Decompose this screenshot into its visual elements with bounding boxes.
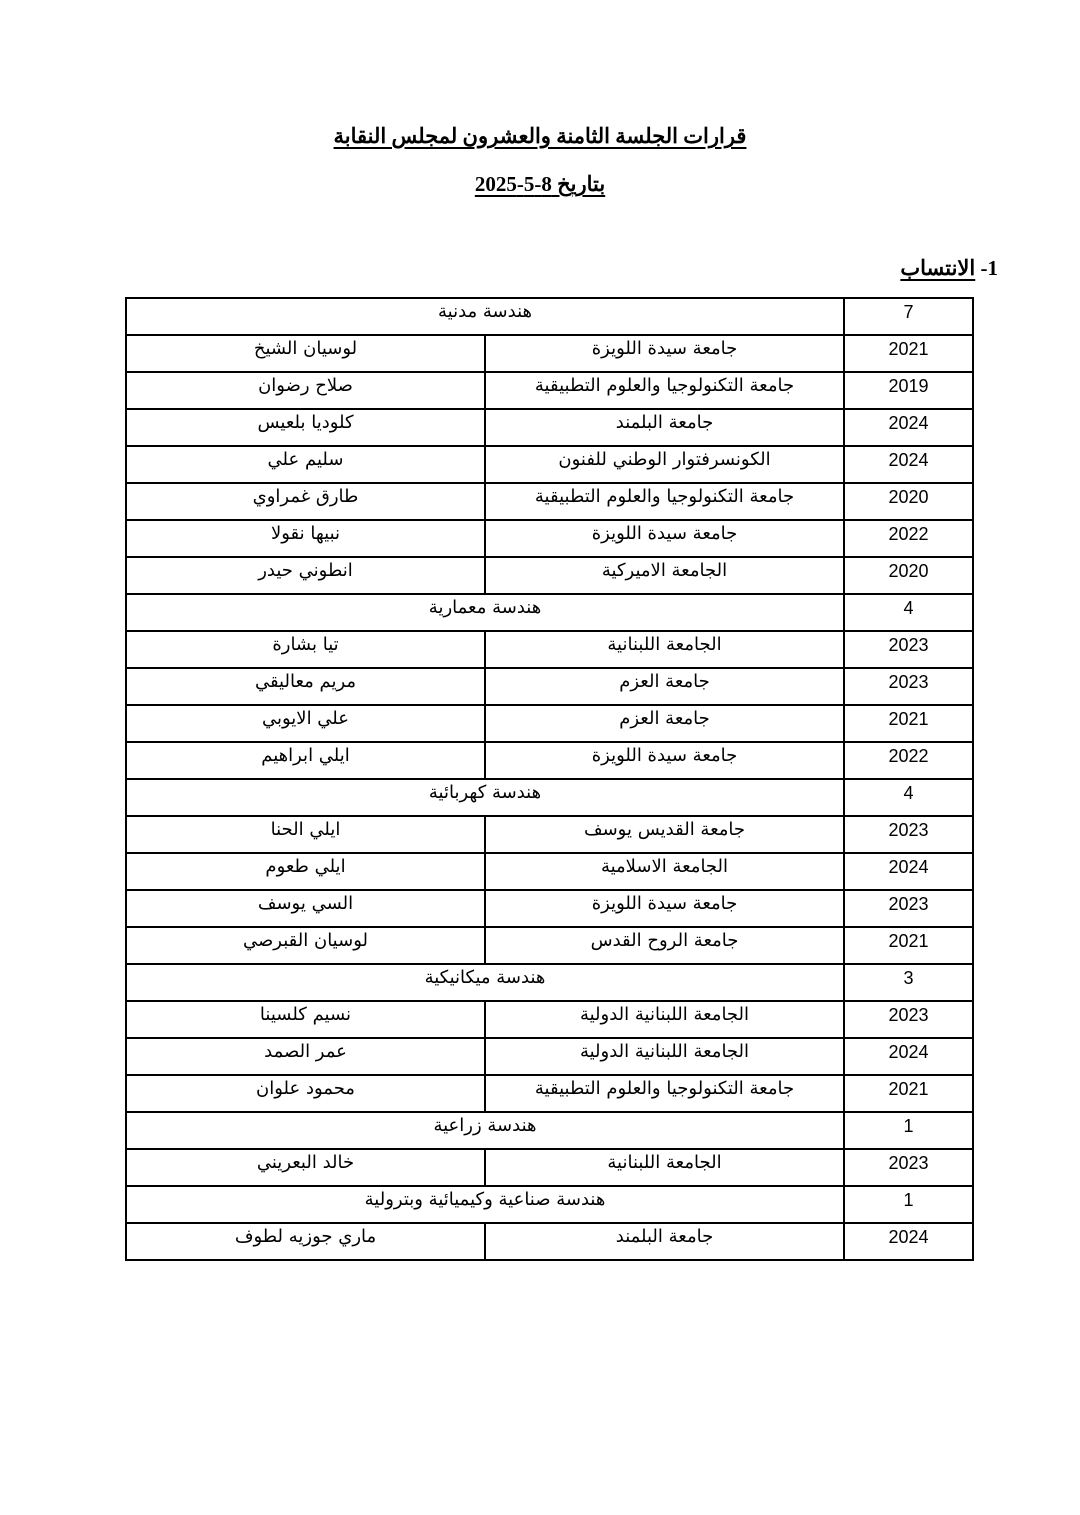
member-university: جامعة العزم [485,668,844,705]
member-university: جامعة البلمند [485,409,844,446]
department-count: 4 [844,779,973,816]
member-university: جامعة البلمند [485,1223,844,1260]
member-graduation-year: 2023 [844,816,973,853]
member-name: عمر الصمد [126,1038,485,1075]
member-graduation-year: 2022 [844,742,973,779]
member-university: جامعة سيدة اللويزة [485,742,844,779]
member-name: سليم علي [126,446,485,483]
department-count: 3 [844,964,973,1001]
department-name: هندسة ميكانيكية [126,964,844,1001]
document-title: قرارات الجلسة الثامنة والعشرون لمجلس النقابة [333,124,747,148]
member-name: انطوني حيدر [126,557,485,594]
member-name: ايلي ابراهيم [126,742,485,779]
department-name: هندسة معمارية [126,594,844,631]
member-graduation-year: 2020 [844,557,973,594]
member-university: الجامعة اللبنانية [485,1149,844,1186]
member-graduation-year: 2019 [844,372,973,409]
department-header-row [126,964,973,1001]
member-name: علي الايوبي [126,705,485,742]
member-graduation-year: 2021 [844,1075,973,1112]
member-graduation-year: 2024 [844,1223,973,1260]
member-name: لوسيان القبرصي [126,927,485,964]
member-name: محمود علوان [126,1075,485,1112]
table-row [126,890,973,927]
member-university: جامعة التكنولوجيا والعلوم التطبيقية [485,1075,844,1112]
department-count: 4 [844,594,973,631]
member-graduation-year: 2023 [844,890,973,927]
member-university: الجامعة اللبنانية [485,631,844,668]
member-university: الجامعة الاسلامية [485,853,844,890]
member-name: ايلي طعوم [126,853,485,890]
table-row [126,1223,973,1260]
table-row [126,1038,973,1075]
member-graduation-year: 2024 [844,1038,973,1075]
member-university: جامعة القديس يوسف [485,816,844,853]
document-date: بتاريخ 8-5-2025 [474,172,606,196]
department-count: 1 [844,1112,973,1149]
table-row [126,853,973,890]
department-header-row [126,1112,973,1149]
member-graduation-year: 2021 [844,927,973,964]
member-university: جامعة التكنولوجيا والعلوم التطبيقية [485,372,844,409]
member-graduation-year: 2020 [844,483,973,520]
department-count: 1 [844,1186,973,1223]
member-university: الجامعة اللبنانية الدولية [485,1001,844,1038]
member-university: جامعة الروح القدس [485,927,844,964]
member-name: ماري جوزيه لطوف [126,1223,485,1260]
member-university: جامعة سيدة اللويزة [485,890,844,927]
department-name: هندسة صناعية وكيميائية وبترولية [126,1186,844,1223]
department-name: هندسة مدنية [126,298,844,335]
table-row [126,520,973,557]
table-row [126,631,973,668]
table-row [126,1149,973,1186]
table-row [126,446,973,483]
member-university: الكونسرفتوار الوطني للفنون [485,446,844,483]
section-number: 1- [980,256,998,280]
member-name: نبيها نقولا [126,520,485,557]
table-row [126,816,973,853]
member-university: الجامعة الاميركية [485,557,844,594]
table-row [126,668,973,705]
member-university: الجامعة اللبنانية الدولية [485,1038,844,1075]
department-name: هندسة زراعية [126,1112,844,1149]
department-header-row [126,1186,973,1223]
section-label: الانتساب [900,256,976,280]
member-graduation-year: 2024 [844,853,973,890]
member-name: صلاح رضوان [126,372,485,409]
department-header-row [126,594,973,631]
member-university: جامعة سيدة اللويزة [485,335,844,372]
department-header-row [126,779,973,816]
member-graduation-year: 2023 [844,1149,973,1186]
table-row [126,335,973,372]
department-count: 7 [844,298,973,335]
table-row [126,705,973,742]
membership-table [125,297,974,1261]
member-graduation-year: 2021 [844,335,973,372]
member-name: ايلي الحنا [126,816,485,853]
member-graduation-year: 2024 [844,409,973,446]
member-name: نسيم كلسينا [126,1001,485,1038]
member-graduation-year: 2023 [844,1001,973,1038]
member-name: كلوديا بلعيس [126,409,485,446]
table-row [126,742,973,779]
department-header-row [126,298,973,335]
member-name: طارق غمراوي [126,483,485,520]
table-row [126,483,973,520]
member-name: مريم معاليقي [126,668,485,705]
member-university: جامعة سيدة اللويزة [485,520,844,557]
table-row [126,557,973,594]
member-graduation-year: 2021 [844,705,973,742]
member-graduation-year: 2024 [844,446,973,483]
section-heading [900,256,998,281]
table-row [126,372,973,409]
table-row [126,1075,973,1112]
table-row [126,409,973,446]
membership-table-body [126,298,973,1260]
member-name: لوسيان الشيخ [126,335,485,372]
department-name: هندسة كهربائية [126,779,844,816]
member-university: جامعة التكنولوجيا والعلوم التطبيقية [485,483,844,520]
member-graduation-year: 2022 [844,520,973,557]
table-row [126,1001,973,1038]
member-name: تيا بشارة [126,631,485,668]
member-name: خالد البعريني [126,1149,485,1186]
member-graduation-year: 2023 [844,668,973,705]
member-graduation-year: 2023 [844,631,973,668]
table-row [126,927,973,964]
member-name: السي يوسف [126,890,485,927]
member-university: جامعة العزم [485,705,844,742]
